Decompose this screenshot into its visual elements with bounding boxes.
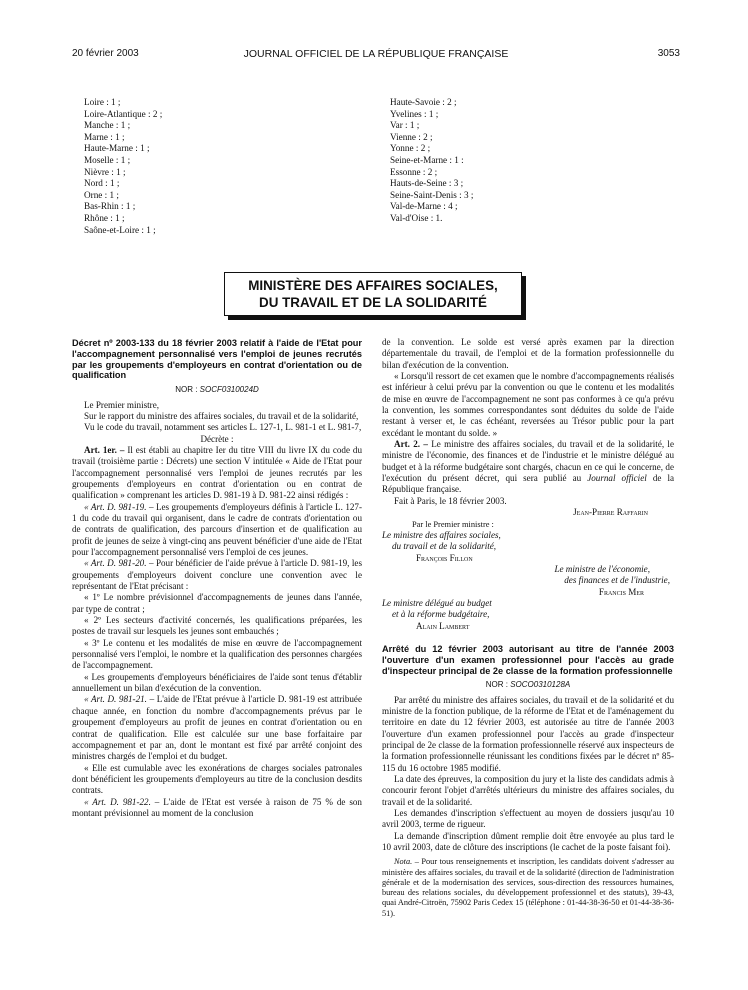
decret-decrete: Décrète : [200, 433, 234, 444]
article-d981-19 [72, 502, 362, 559]
d981-20-item-1: « 1º Le nombre prévisionnel d'accompagnements de jeunes dans l'année, par type de contrat ; [72, 592, 362, 614]
decret-p2: Sur le rapport du ministre des affaires sociales, du travail et de la solidarité, [84, 410, 359, 421]
article-d981-21 [72, 694, 362, 762]
department-entry: Haute-Savoie : 2 ; [390, 97, 457, 107]
department-entry: Essonne : 2 ; [390, 166, 438, 177]
signature-fillon: François Fillon [416, 552, 473, 563]
d981-20-item-3: « 3º Le contenu et les modalités de mise en œuvre de l'accompagnement personnalisé vers l'emploi, le nombre et la qualification des personnes chargées de l'accompagnement. [72, 637, 362, 671]
ministry-heading-box [224, 272, 522, 316]
article-2-end: de la République française. [382, 473, 675, 495]
decret-continuation-p1: de la convention. Le solde est versé après examen par la direction départementale du travail, de l'emploi et de la formation professionnelle du bilan d'exécution de la convention. [382, 337, 674, 370]
arrete-nota [382, 857, 674, 918]
decret-nor [72, 384, 362, 395]
department-entry: Manche : 1 ; [84, 120, 131, 131]
page-header [72, 48, 680, 64]
department-entry: Val-d'Oise : 1. [390, 212, 443, 223]
left-column [72, 338, 362, 819]
department-entry: Nièvre : 1 ; [84, 166, 126, 177]
d981-20-item-4: « Les groupements d'employeurs bénéficiaires de l'aide sont tenus d'établir annuellement un bilan d'exécution de la convention. [72, 671, 362, 694]
decret-nor-code: SOCF0310024D [199, 385, 259, 395]
d981-21-paragraph-2: « Elle est cumulable avec les exonérations de charges sociales patronales dont bénéficient les groupements d'employeurs au titre de la conclusion desdits contrats. [72, 762, 362, 796]
department-entry: Yvelines : 1 ; [390, 108, 439, 119]
d981-22-text: – L'aide de l'Etat est versée à raison de 75 % de son montant prévisionnel au moment de la conclusion [72, 796, 362, 818]
d981-19-label: « Art. D. 981-19. [84, 501, 147, 512]
nota-text: – Pour tous renseignements et inscription, les candidats doivent s'adresser au ministère des affaires sociales, du travail et de la solidarité (direction de l'administration générale et de la modernisation des services, sous-direction des ressources humaines, bureau des relations sociales, du développement professionnel et des statuts), 39-43, quai André-Citroën, 75902 Paris Cedex 15 (téléphone : 01-44-38-36-50 et 01-44-38-36-51). [382, 857, 674, 918]
fait-a-paris: Fait à Paris, le 18 février 2003. [394, 495, 507, 506]
ministry-heading-line2: DU TRAVAIL ET DE LA SOLIDARITÉ [259, 295, 487, 310]
d981-19-text: – Les groupements d'employeurs définis à l'article L. 127-1 du code du travail qui organisent, dans le cadre de contrats d'orientation ou de contrats de qualification, des parcours d'insertion et de qualification au profit de jeunes de seize à vingt-cinq ans peuvent bénéficier d'une aide de l'Etat pour l'accompagnement personnalisé vers l'emploi de ces jeunes. [72, 501, 362, 557]
ministre-economie-2: des finances et de l'industrie, [564, 575, 670, 586]
nota-label: Nota. [394, 857, 413, 867]
department-entry: Loire-Atlantique : 2 ; [84, 108, 163, 119]
signature-mer: Francis Mer [598, 586, 644, 597]
decret-p1: Le Premier ministre, [84, 399, 160, 410]
department-entry: Orne : 1 ; [84, 189, 119, 200]
page-number: 3053 [657, 48, 680, 59]
department-entry: Nord : 1 ; [84, 178, 120, 189]
journal-officiel-ref: Journal officiel [587, 473, 647, 484]
department-entry: Marne : 1 ; [84, 131, 125, 142]
arrete-p3: Les demandes d'inscription s'effectuent au moyen de dossiers jusqu'au 10 avril 2003, terme de rigueur. [382, 808, 674, 830]
decret-nor-label: NOR : [175, 385, 198, 395]
article-2-label: Art. 2. – [394, 439, 428, 450]
decret-continuation-p2: « Lorsqu'il ressort de cet examen que le nombre d'accompagnements réalisés est inférieur à celui prévu par la convention ou que le contenu et les modalités de mise en œuvre de l'accompagnement ne sont pas conformes à ce qu'a prévu la convention, les sommes correspondantes sont déduites du solde de l'aide restant à verser et, le cas échéant, reversées au Trésor public pour la part excédant le montant du solde. » [382, 371, 674, 438]
department-entry: Seine-et-Marne : 1 : [390, 154, 464, 165]
article-2-text: Le ministre des affaires sociales, du travail et de la solidarité, le ministre de l'économie, des finances et de l'industrie et le ministre délégué au budget et à la réforme budgétaire sont chargés, chacun en ce qui le concerne, de l'exécution du présent décret, qui sera publié au [382, 439, 674, 484]
department-entry: Vienne : 2 ; [390, 131, 433, 142]
department-entry: Hauts-de-Seine : 3 ; [390, 178, 464, 189]
signature-raffarin: Jean-Pierre Raffarin [573, 507, 648, 518]
ministre-budget-1: Le ministre délégué au budget [382, 597, 492, 608]
article-d981-20 [72, 558, 362, 592]
department-entry: Rhône : 1 ; [84, 212, 125, 223]
article-d981-22 [72, 797, 362, 820]
department-entry: Saône-et-Loire : 1 ; [84, 224, 156, 235]
arrete-nor [382, 679, 674, 690]
d981-22-label: « Art. D. 981-22. [84, 796, 151, 807]
par-le-premier-ministre: Par le Premier ministre : [412, 519, 494, 529]
arrete-nor-code: SOCO0310128A [510, 680, 571, 690]
article-1 [72, 445, 362, 502]
arrete-title: Arrêté du 12 février 2003 autorisant au titre de l'année 2003 l'ouverture d'un examen professionnel pour l'accès au grade d'inspecteur principal de 2e classe de la formation professionnelle [382, 643, 674, 676]
signature-lambert: Alain Lambert [416, 620, 470, 631]
d981-20-item-2: « 2º Les secteurs d'activité concernés, les qualifications préparées, les postes de travail sur lesquels les jeunes sont embauchés ; [72, 615, 362, 637]
ministre-economie-1: Le ministre de l'économie, [554, 563, 650, 574]
department-entry: Loire : 1 ; [84, 97, 121, 107]
department-entry: Bas-Rhin : 1 ; [84, 201, 136, 212]
right-column [382, 337, 674, 919]
d981-21-text: – L'aide de l'Etat prévue à l'article D. 981-19 est attribuée chaque année, en fonction du nombre d'accompagnements prévus par le groupement d'employeurs au profit de jeunes en contrat d'orientation ou en contrat de qualification. Elle est calculée sur une base forfaitaire par accompagnement et par an, dont le montant est fixé par arrêté conjoint des ministres chargés de l'emploi et du budget. [72, 694, 362, 762]
department-list-right [390, 97, 473, 225]
ministre-affaires-sociales-1: Le ministre des affaires sociales, [382, 529, 501, 540]
department-entry: Var : 1 ; [390, 120, 420, 131]
d981-20-label: « Art. D. 981-20. [84, 558, 147, 569]
department-entry: Seine-Saint-Denis : 3 ; [390, 189, 474, 200]
article-2 [382, 439, 674, 496]
department-entry: Val-de-Marne : 4 ; [390, 201, 458, 212]
arrete-p1: Par arrêté du ministre des affaires sociales, du travail et de la solidarité et du ministre de la fonction publique, de la réforme de l'Etat et de l'aménagement du territoire en date du 12 février 2003, est autorisée au titre de l'année 2003 l'ouverture d'un examen professionnel pour l'accès au grade d'inspecteur principal de 2e classe de la formation professionnelle réservé aux inspecteurs de la formation professionnelle réunissant les conditions fixées par le décret nº 85-115 du 16 octobre 1985 modifié. [382, 694, 674, 773]
journal-title: JOURNAL OFFICIEL DE LA RÉPUBLIQUE FRANÇAISE [243, 48, 509, 60]
header-date: 20 février 2003 [72, 48, 139, 59]
article-1-label: Art. 1er. – [84, 444, 125, 455]
article-1-text: Il est établi au chapitre Ier du titre VIII du livre IX du code du travail (troisième partie : Décrets) une section V intitulée « Aide de l'Etat pour l'accompagnement personnalisé vers l'emploi de jeunes recrutés par les groupements d'employeurs en contrat d'orientation ou en contrat de qualification » comprenant les articles D. 981-19 à D. 981-22 ainsi rédigés : [72, 444, 363, 501]
arrete-nor-label: NOR : [485, 680, 508, 690]
decret-title: Décret nº 2003-133 du 18 février 2003 relatif à l'aide de l'Etat pour l'accompagnement personnalisé vers l'emploi de jeunes recrutés par les groupements d'employeurs en contrat d'orientation ou de qualification [72, 338, 362, 381]
d981-20-text: – Pour bénéficier de l'aide prévue à l'article D. 981-19, les groupements d'employeurs doivent conclure une convention avec le représentant de l'Etat précisant : [72, 558, 363, 592]
ministre-budget-2: et à la réforme budgétaire, [392, 609, 490, 620]
department-list-left [84, 97, 162, 236]
decret-p3: Vu le code du travail, notamment ses articles L. 127-1, L. 981-1 et L. 981-7, [84, 422, 362, 433]
arrete-p2: La date des épreuves, la composition du jury et la liste des candidats admis à concourir feront l'objet d'arrêtés ultérieurs du ministre des affaires sociales, du travail et de la solidarité. [382, 774, 674, 807]
department-entry: Moselle : 1 ; [84, 154, 131, 165]
department-entry: Haute-Marne : 1 ; [84, 143, 150, 154]
ministre-affaires-sociales-2: du travail et de la solidarité, [392, 541, 497, 552]
department-entry: Yonne : 2 ; [390, 143, 431, 154]
ministry-heading-line1: MINISTÈRE DES AFFAIRES SOCIALES, [248, 278, 498, 293]
d981-21-label: « Art. D. 981-21. [84, 694, 147, 705]
arrete-p4: La demande d'inscription dûment remplie doit être envoyée au plus tard le 10 avril 2003, date de clôture des inscriptions (le cachet de la poste faisant foi). [382, 830, 674, 853]
